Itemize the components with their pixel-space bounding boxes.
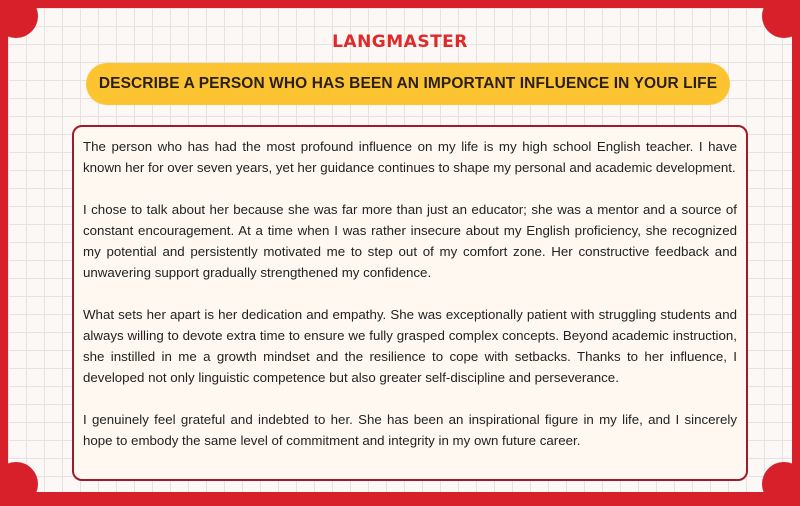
essay-paragraph: What sets her apart is her dedication and empathy. She was exceptionally patient with struggling students and always willing to devote extra time to ensure we fully grasped complex concepts. Beyond academic instruction, she instilled in me a growth mindset and the resilience to cope with setbacks. Thanks to her influence, I developed not only linguistic competence but also greater self-discipline and perseverance.: [83, 307, 737, 385]
essay-paragraph: The person who has had the most profound influence on my life is my high school English teacher. I have known her for over seven years, yet her guidance continues to shape my personal and academic development.: [83, 139, 737, 175]
corner-decoration: [762, 462, 800, 506]
page-frame: [8, 8, 792, 492]
essay-paragraph: I genuinely feel grateful and indebted to her. She has been an inspirational figure in my life, and I sincerely hope to embody the same level of commitment and integrity in my own future career.: [83, 412, 737, 448]
corner-decoration: [0, 462, 38, 506]
brand-logo: LANGMASTER: [332, 32, 468, 52]
essay-paragraph: I chose to talk about her because she was far more than just an educator; she was a mentor and a source of constant encouragement. At a time when I was rather insecure about my English proficiency, she recognized my potential and persistently motivated me to step out of my comfort zone. Her constructive feedback and unwavering support gradually strengthened my confidence.: [83, 202, 737, 280]
page-title: DESCRIBE A PERSON WHO HAS BEEN AN IMPORTANT INFLUENCE IN YOUR LIFE: [98, 75, 718, 92]
essay-box: [72, 125, 748, 481]
title-banner: [86, 63, 730, 105]
